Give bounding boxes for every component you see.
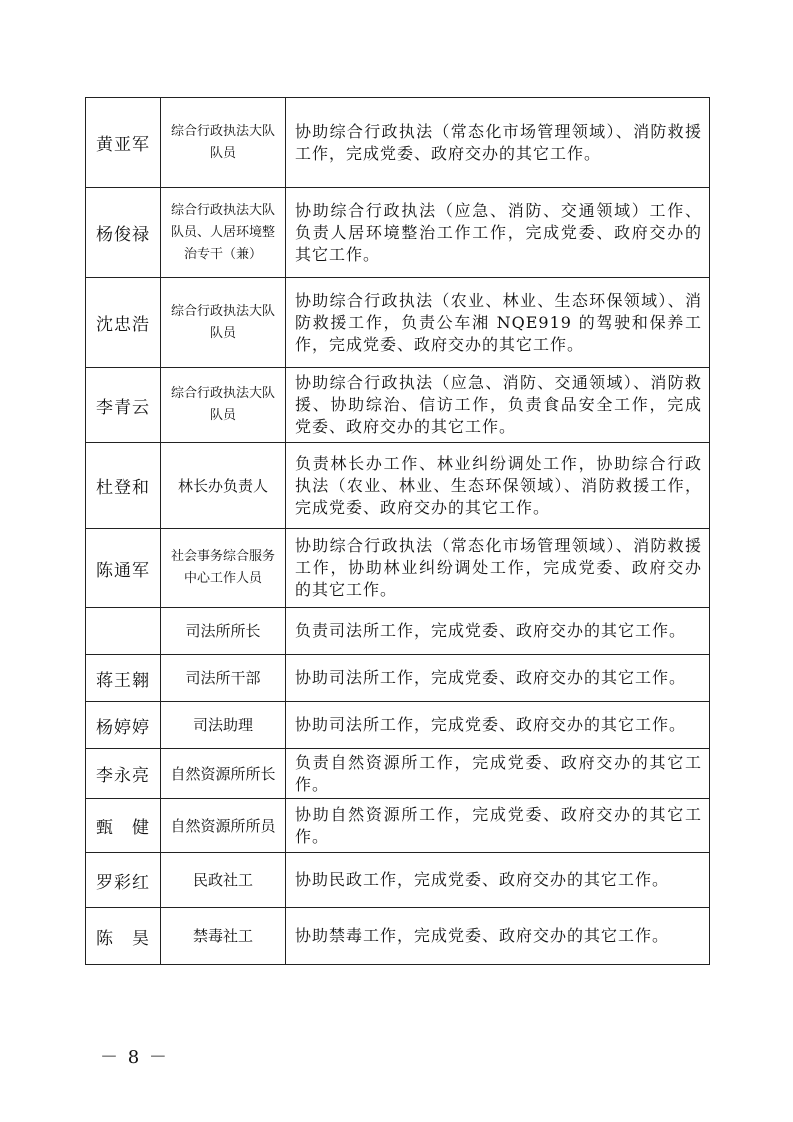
staff-duty: 协助综合行政执法（常态化市场管理领域）、消防救援工作，协助林业纠纷调处工作，完成党委、政府交办的其它工作。: [286, 529, 710, 608]
staff-duty: 协助司法所工作，完成党委、政府交办的其它工作。: [286, 655, 710, 702]
table-row: [86, 608, 710, 655]
staff-position: 综合行政执法大队队员: [161, 368, 286, 443]
table-row: [86, 908, 710, 965]
staff-position: 禁毒社工: [161, 908, 286, 965]
staff-name: 罗彩红: [86, 853, 161, 908]
staff-name: [86, 608, 161, 655]
table-row: [86, 655, 710, 702]
staff-duty: 协助司法所工作，完成党委、政府交办的其它工作。: [286, 702, 710, 749]
table-row: [86, 188, 710, 278]
staff-name: 蒋王翱: [86, 655, 161, 702]
staff-position: 自然资源所所员: [161, 799, 286, 853]
table-row: [86, 98, 710, 188]
staff-name: 李青云: [86, 368, 161, 443]
staff-position: 民政社工: [161, 853, 286, 908]
staff-name: 陈 昊: [86, 908, 161, 965]
table-row: [86, 368, 710, 443]
staff-name: 杜登和: [86, 443, 161, 529]
staff-name: 甄 健: [86, 799, 161, 853]
staff-duty: 协助综合行政执法（应急、消防、交通领域）工作、负责人居环境整治工作工作，完成党委、政府交办的其它工作。: [286, 188, 710, 278]
table-row: [86, 278, 710, 368]
staff-duty: 负责林长办工作、林业纠纷调处工作，协助综合行政执法（农业、林业、生态环保领域）、消防救援工作，完成党委、政府交办的其它工作。: [286, 443, 710, 529]
table-row: [86, 799, 710, 853]
page-number: － 8 －: [100, 1047, 169, 1068]
staff-name: 陈通军: [86, 529, 161, 608]
staff-duty: 协助禁毒工作，完成党委、政府交办的其它工作。: [286, 908, 710, 965]
staff-name: 杨婷婷: [86, 702, 161, 749]
staff-position: 综合行政执法大队队员: [161, 98, 286, 188]
staff-duty: 负责司法所工作，完成党委、政府交办的其它工作。: [286, 608, 710, 655]
staff-position: 综合行政执法大队队员: [161, 278, 286, 368]
staff-position: 司法助理: [161, 702, 286, 749]
table-row: [86, 749, 710, 799]
table-row: [86, 443, 710, 529]
table-row: [86, 529, 710, 608]
staff-duty: 协助自然资源所工作，完成党委、政府交办的其它工作。: [286, 799, 710, 853]
table-row: [86, 702, 710, 749]
staff-duty: 协助民政工作，完成党委、政府交办的其它工作。: [286, 853, 710, 908]
duty-table: [85, 97, 710, 965]
staff-position: 司法所所长: [161, 608, 286, 655]
table-row: [86, 853, 710, 908]
staff-position: 社会事务综合服务中心工作人员: [161, 529, 286, 608]
staff-duty: 协助综合行政执法（农业、林业、生态环保领域）、消防救援工作，负责公车湘 NQE919 的驾驶和保养工作，完成党委、政府交办的其它工作。: [286, 278, 710, 368]
staff-name: 李永亮: [86, 749, 161, 799]
staff-name: 杨俊禄: [86, 188, 161, 278]
staff-duty: 负责自然资源所工作，完成党委、政府交办的其它工作。: [286, 749, 710, 799]
staff-position: 司法所干部: [161, 655, 286, 702]
staff-name: 黄亚军: [86, 98, 161, 188]
staff-name: 沈忠浩: [86, 278, 161, 368]
staff-position: 自然资源所所长: [161, 749, 286, 799]
staff-position: 林长办负责人: [161, 443, 286, 529]
staff-duty: 协助综合行政执法（应急、消防、交通领域）、消防救援、协助综治、信访工作，负责食品安全工作，完成党委、政府交办的其它工作。: [286, 368, 710, 443]
staff-position: 综合行政执法大队队员、人居环境整治专干（兼）: [161, 188, 286, 278]
staff-duty: 协助综合行政执法（常态化市场管理领域）、消防救援工作，完成党委、政府交办的其它工作。: [286, 98, 710, 188]
